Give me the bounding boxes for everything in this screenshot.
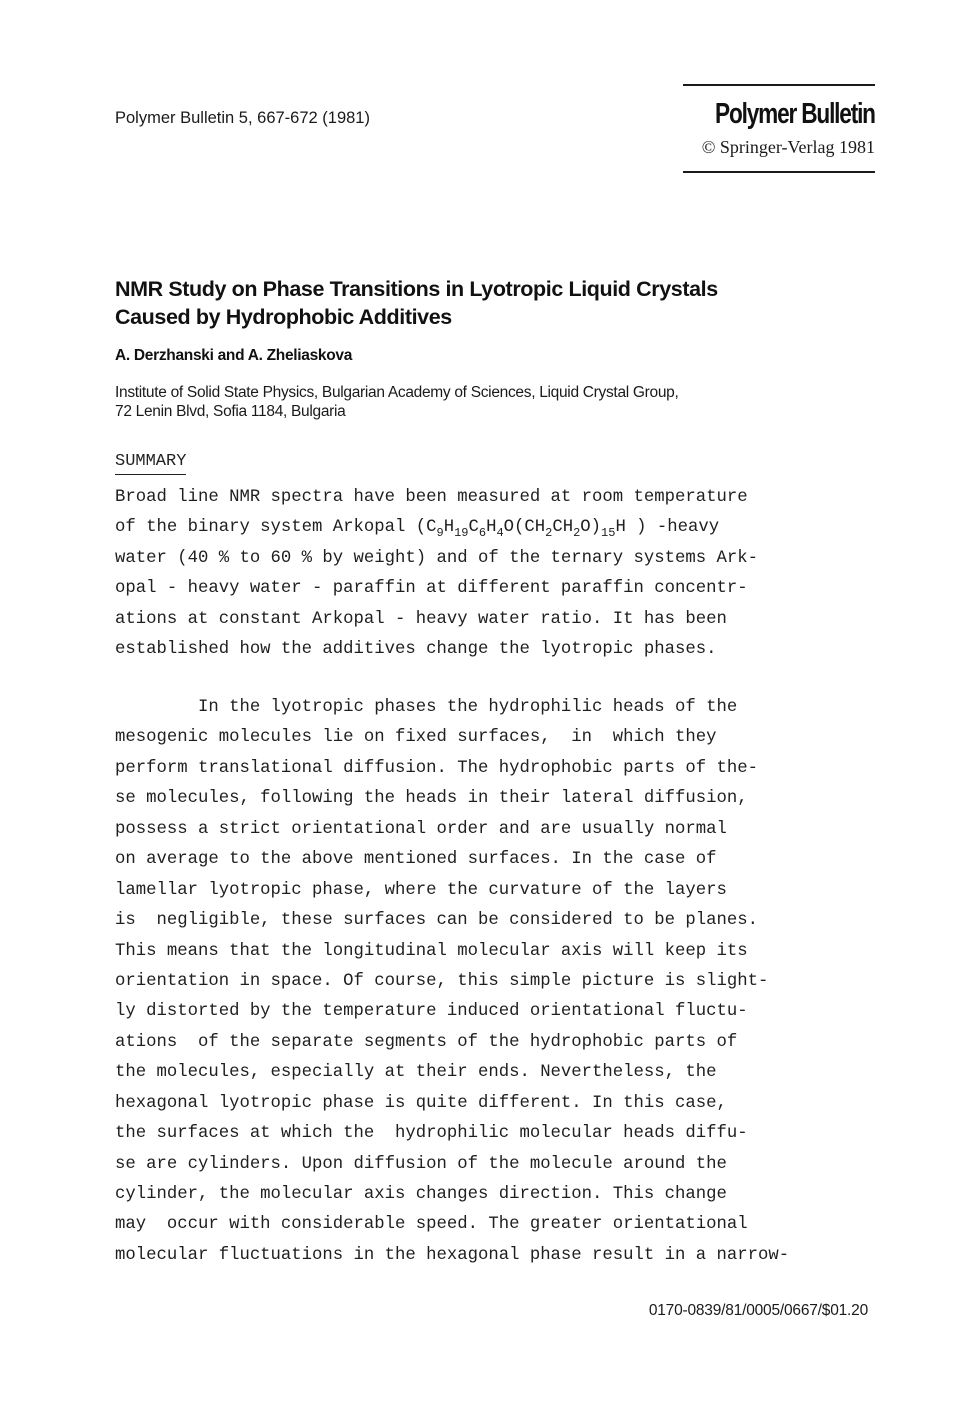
summary-line: water (40 % to 60 % by weight) and of the ternary systems Ark- — [115, 548, 758, 568]
paper-title — [115, 275, 855, 331]
journal-name: Polymer Bulletin — [715, 98, 875, 130]
summary-line: opal - heavy water - paraffin at different paraffin concentr- — [115, 579, 748, 599]
summary-body — [115, 487, 758, 669]
body-line: In the lyotropic phases the hydrophilic heads of the — [115, 698, 738, 717]
footer-code: 0170-0839/81/0005/0667/$01.20 — [648, 1302, 868, 1319]
body-line: This means that the longitudinal molecular axis will keep its — [115, 941, 748, 961]
body-line: hexagonal lyotropic phase is quite different. In this case, — [115, 1093, 727, 1113]
body-line: ly distorted by the temperature induced orientational fluctu- — [115, 1002, 748, 1022]
summary-line: established how the additives change the lyotropic phases. — [115, 639, 717, 659]
affiliation — [115, 383, 855, 421]
body-line: se molecules, following the heads in their lateral diffusion, — [115, 789, 748, 809]
body-line: molecular fluctuations in the hexagonal phase result in a narrow- — [115, 1245, 790, 1265]
body-text — [115, 697, 789, 1275]
body-line: orientation in space. Of course, this simple picture is slight- — [115, 971, 769, 991]
paper-title-line: Caused by Hydrophobic Additives — [115, 305, 452, 329]
paper-title-line: NMR Study on Phase Transitions in Lyotropic Liquid Crystals — [115, 277, 718, 301]
body-line: se are cylinders. Upon diffusion of the molecule around the — [115, 1154, 727, 1174]
body-line: on average to the above mentioned surfaces. In the case of — [115, 850, 717, 870]
body-line: lamellar lyotropic phase, where the curvature of the layers — [115, 880, 727, 900]
summary-line: ations at constant Arkopal - heavy water ratio. It has been — [115, 609, 727, 629]
masthead-top-rule — [683, 84, 875, 86]
summary-line: Broad line NMR spectra have been measured at room temperature — [115, 488, 748, 507]
affiliation-line: Institute of Solid State Physics, Bulgarian Academy of Sciences, Liquid Crystal Group, — [115, 384, 679, 401]
summary-line-with-formula — [115, 517, 758, 547]
journal-masthead — [683, 84, 875, 174]
body-line: mesogenic molecules lie on fixed surfaces, in which they — [115, 728, 717, 748]
body-line: the surfaces at which the hydrophilic molecular heads diffu- — [115, 1124, 748, 1144]
authors: A. Derzhanski and A. Zheliaskova — [115, 347, 353, 364]
body-line: perform translational diffusion. The hydrophobic parts of the- — [115, 758, 758, 778]
chemical-formula: $C_9H_{19}C_6H_4O(CH_2CH_2O)_{15}H$ — [426, 518, 626, 541]
body-line: is negligible, these surfaces can be considered to be planes. — [115, 911, 758, 931]
body-line: the molecules, especially at their ends. Nevertheless, the — [115, 1063, 717, 1083]
body-line: cylinder, the molecular axis changes direction. This change — [115, 1185, 727, 1204]
summary-heading: SUMMARY — [115, 452, 186, 475]
body-line: may occur with considerable speed. The greater orientational — [115, 1215, 748, 1235]
summary-text: of the binary system Arkopal ( — [115, 518, 427, 538]
body-line: possess a strict orientational order and are usually normal — [115, 819, 727, 839]
summary-text: ) -heavy — [625, 518, 720, 538]
journal-citation: Polymer Bulletin 5, 667-672 (1981) — [115, 109, 370, 127]
affiliation-line: 72 Lenin Blvd, Sofia 1184, Bulgaria — [115, 403, 346, 420]
masthead-bottom-rule — [683, 171, 875, 173]
publisher-copyright: © Springer-Verlag 1981 — [701, 137, 875, 157]
body-line: ations of the separate segments of the hydrophobic parts of — [115, 1032, 738, 1052]
